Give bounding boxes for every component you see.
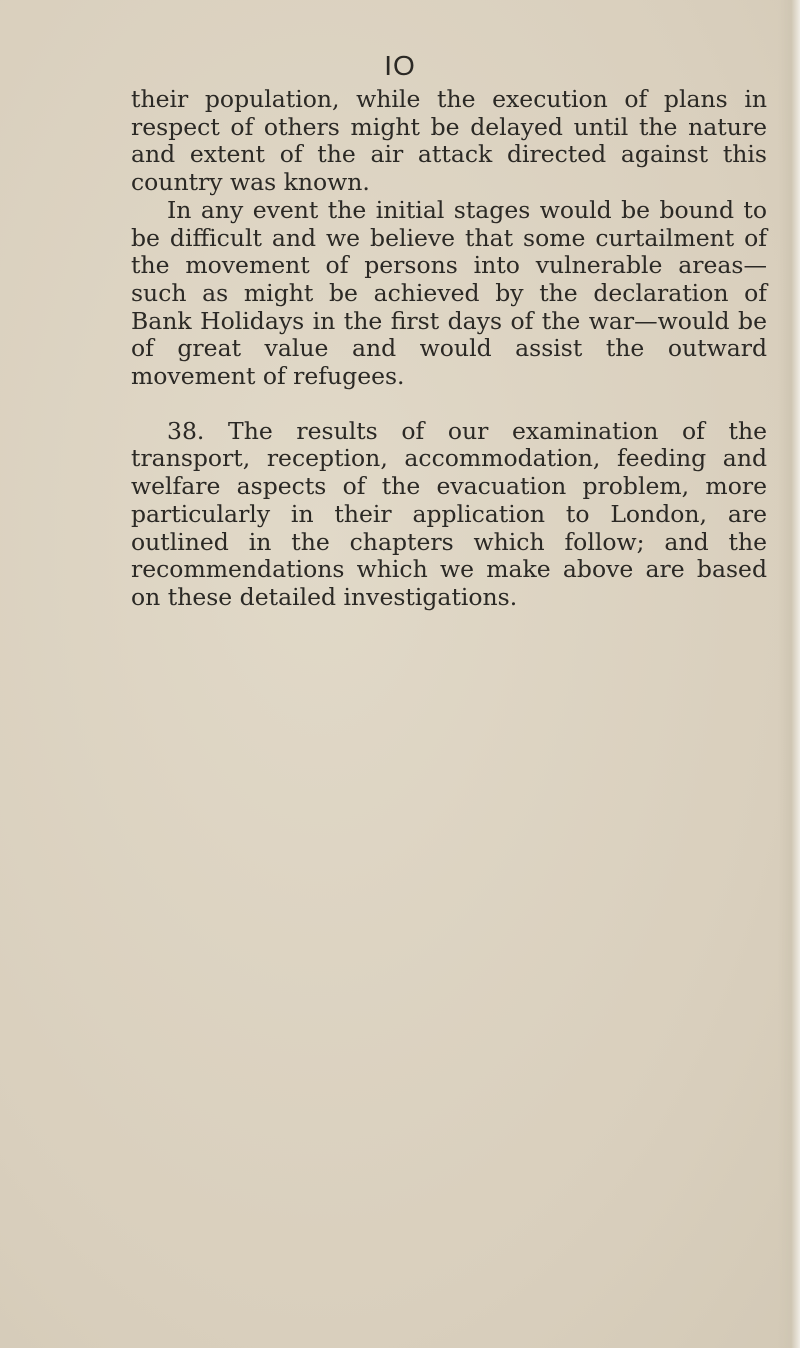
page-edge [778,0,800,1348]
paragraph-initial-stages: In any event the initial stages would be bound to be difficult and we believe that some curtailment of the movement of persons into vulnerable areas—such as might be achieved by the declaration of Bank Holidays in the first days of the war—would be of great value and would assist the outward movement of refugees. [131,195,767,391]
page-number: IO [384,50,416,81]
paragraph-38: 38. The results of our examination of the transport, reception, accommodation, feeding and welfare aspects of the evacuation problem, more particularly in their application to London, are outlined in the chapters which follow; and the recommendations which we make above are based on these detailed investigations. [131,416,767,611]
paragraph-continuation: their population, while the execution of plans in respect of others might be delayed until the nature and extent of the air attack directed against this country was known. [131,85,767,197]
body-text [131,86,767,612]
